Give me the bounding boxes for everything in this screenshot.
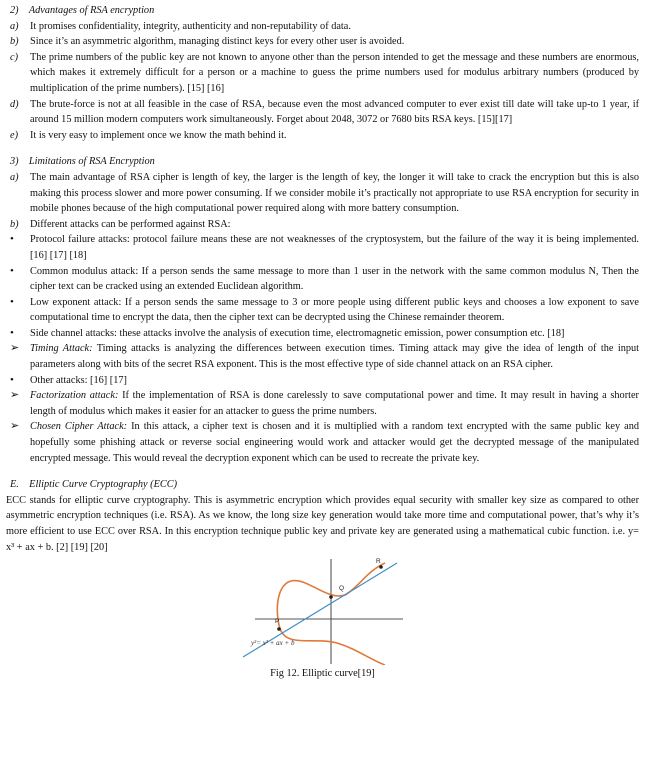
attack-description: If the implementation of RSA is done carelessly to save computational power and time. It may result in having a shorter length of modulus which makes it easier for an attacker to guess the prime numbers. — [30, 390, 639, 417]
attack-label: Factorization attack: — [30, 390, 119, 402]
attack-label: Timing Attack: — [30, 343, 93, 355]
attack-text: Other attacks: [16] [17] — [30, 374, 127, 386]
attack-item — [6, 295, 639, 326]
point-p-label: P — [275, 618, 280, 626]
advantage-text: The prime numbers of the public key are not known to anyone other than the person intended to get the message and these numbers are enormous, which makes it extremely difficult for a person or a machine to guess the prime numbers used for modulus arbitrary numbers (produced by multiplication of the prime numbers). [15] [16] — [30, 51, 639, 94]
attack-text: Side channel attacks: these attacks involve the analysis of execution time, electromagnetic emission, power consumption etc. [18] — [30, 327, 565, 339]
bullet-marker: • — [10, 233, 14, 246]
attack-subitem-text — [30, 388, 639, 419]
attack-item — [6, 264, 639, 295]
ecc-paragraph: ECC stands for elliptic curve cryptography. This is asymmetric encryption which provides equal security with smaller key size as compared to other asymmetric encryption techniques (i.e. RSA). As we know, the long size key generation would take more time and computational power, that’s why it’s more efficient to use ECC over RSA. In this encryption technique public key and private key are generated using a mathematical cubic function. i.e. y= x³ + ax + b. [2] [19] [20] — [6, 494, 639, 553]
attack-subitem — [6, 419, 639, 466]
point-q-marker — [329, 595, 333, 599]
bullet-marker: • — [10, 295, 14, 308]
list-marker: d) — [10, 98, 19, 110]
ecc-heading: E. Elliptic Curve Cryptography (ECC) — [10, 479, 178, 491]
advantage-item — [6, 50, 639, 97]
bullet-marker: • — [10, 326, 14, 339]
point-q-label: Q — [339, 585, 345, 593]
attack-item — [6, 373, 639, 389]
limitation-item — [6, 217, 639, 233]
advantage-text: The brute-force is not at all feasible in the case of RSA, because even the most advanced computer to ever exist till date will take up-to 1 year, if around 15 million modern computers work simultaneously. Forget about 2048, 3072 or 7680 bits RSA keys. [15][17] — [30, 98, 639, 126]
attack-label: Chosen Cipher Attack: — [30, 421, 128, 433]
point-p-marker — [277, 627, 281, 631]
limitation-item — [6, 170, 639, 217]
list-marker: e) — [10, 129, 18, 141]
advantages-heading: 2) Advantages of RSA encryption — [10, 5, 155, 16]
limitation-text: The main advantage of RSA cipher is length of key, the larger is the length of key, the longer it will take to crack the encryption but this is also making this process slower and more power consuming. If we consider mobile it’s practically not appropriate to use RSA encryption for security in mobile phones because of the high computational power required along with more battery consumption. — [30, 171, 639, 215]
advantage-item — [6, 19, 639, 35]
bullet-marker: • — [10, 264, 14, 277]
arrow-marker: ➢ — [10, 342, 20, 355]
advantage-item — [6, 34, 639, 50]
list-marker: c) — [10, 51, 18, 63]
attack-subitem-text — [30, 341, 639, 372]
advantage-text: It promises confidentiality, integrity, authenticity and non-reputability of data. — [30, 20, 351, 32]
list-marker: a) — [10, 20, 19, 32]
elliptic-curve-figure — [6, 555, 639, 667]
list-marker: b) — [10, 36, 19, 48]
attack-subitem — [6, 341, 639, 372]
advantage-item — [6, 97, 639, 128]
limitation-text: Different attacks can be performed against RSA: — [30, 218, 231, 230]
elliptic-curve-diagram — [235, 557, 405, 665]
advantage-item — [6, 128, 639, 144]
attack-description: In this attack, a cipher text is chosen and it is multiplied with a random text encrypted with the same public key and hopefully some phishing attack or reverse social engineering would work and attacker would get the decrypted message of the manipulated encrypted message. This would reveal the decryption exponent which can be used to recreate the private key. — [30, 421, 639, 464]
arrow-marker: ➢ — [10, 389, 20, 402]
point-r-label: R — [376, 558, 381, 566]
curve-equation: y²= x³ + ax + b — [251, 639, 295, 648]
attack-item — [6, 232, 639, 263]
attack-subitem-text — [30, 419, 639, 466]
figure-caption: Fig 12. Elliptic curve[19] — [270, 668, 375, 680]
attack-text: Protocol failure attacks: protocol failure means these are not weaknesses of the cryptosystem, but the failure of the way it is being implemented. [16] [17] [18] — [30, 234, 639, 261]
arrow-marker: ➢ — [10, 420, 20, 433]
list-marker: b) — [10, 218, 19, 230]
point-r-marker — [379, 565, 383, 569]
bullet-marker: • — [10, 373, 14, 386]
advantage-text: It is very easy to implement once we know the math behind it. — [30, 129, 287, 141]
attack-text: Common modulus attack: If a person sends the same message to more than 1 user in the network with the same common modulus N, Then the cipher text can be cracked using an extended Euclidean algorithm. — [30, 265, 639, 293]
list-marker: a) — [10, 171, 19, 183]
limitations-heading: 3) Limitations of RSA Encryption — [10, 156, 155, 168]
attack-description: Timing attacks is analyzing the differences between execution times. Timing attack may give the idea of length of the input parameters along with bits of the secret RSA exponent. This is the most effective type of side channel attack on an RSA cipher. — [30, 343, 640, 371]
attack-item — [6, 326, 639, 342]
attack-subitem — [6, 388, 639, 419]
attack-text: Low exponent attack: If a person sends the same message to 3 or more people using different public keys and chooses a low exponent to save computational time to encrypt the data, then the cipher text can be decrypted using the Chinese remainder theorem. — [30, 296, 639, 324]
advantage-text: Since it’s an asymmetric algorithm, managing distinct keys for every other user is avoided. — [30, 36, 405, 48]
